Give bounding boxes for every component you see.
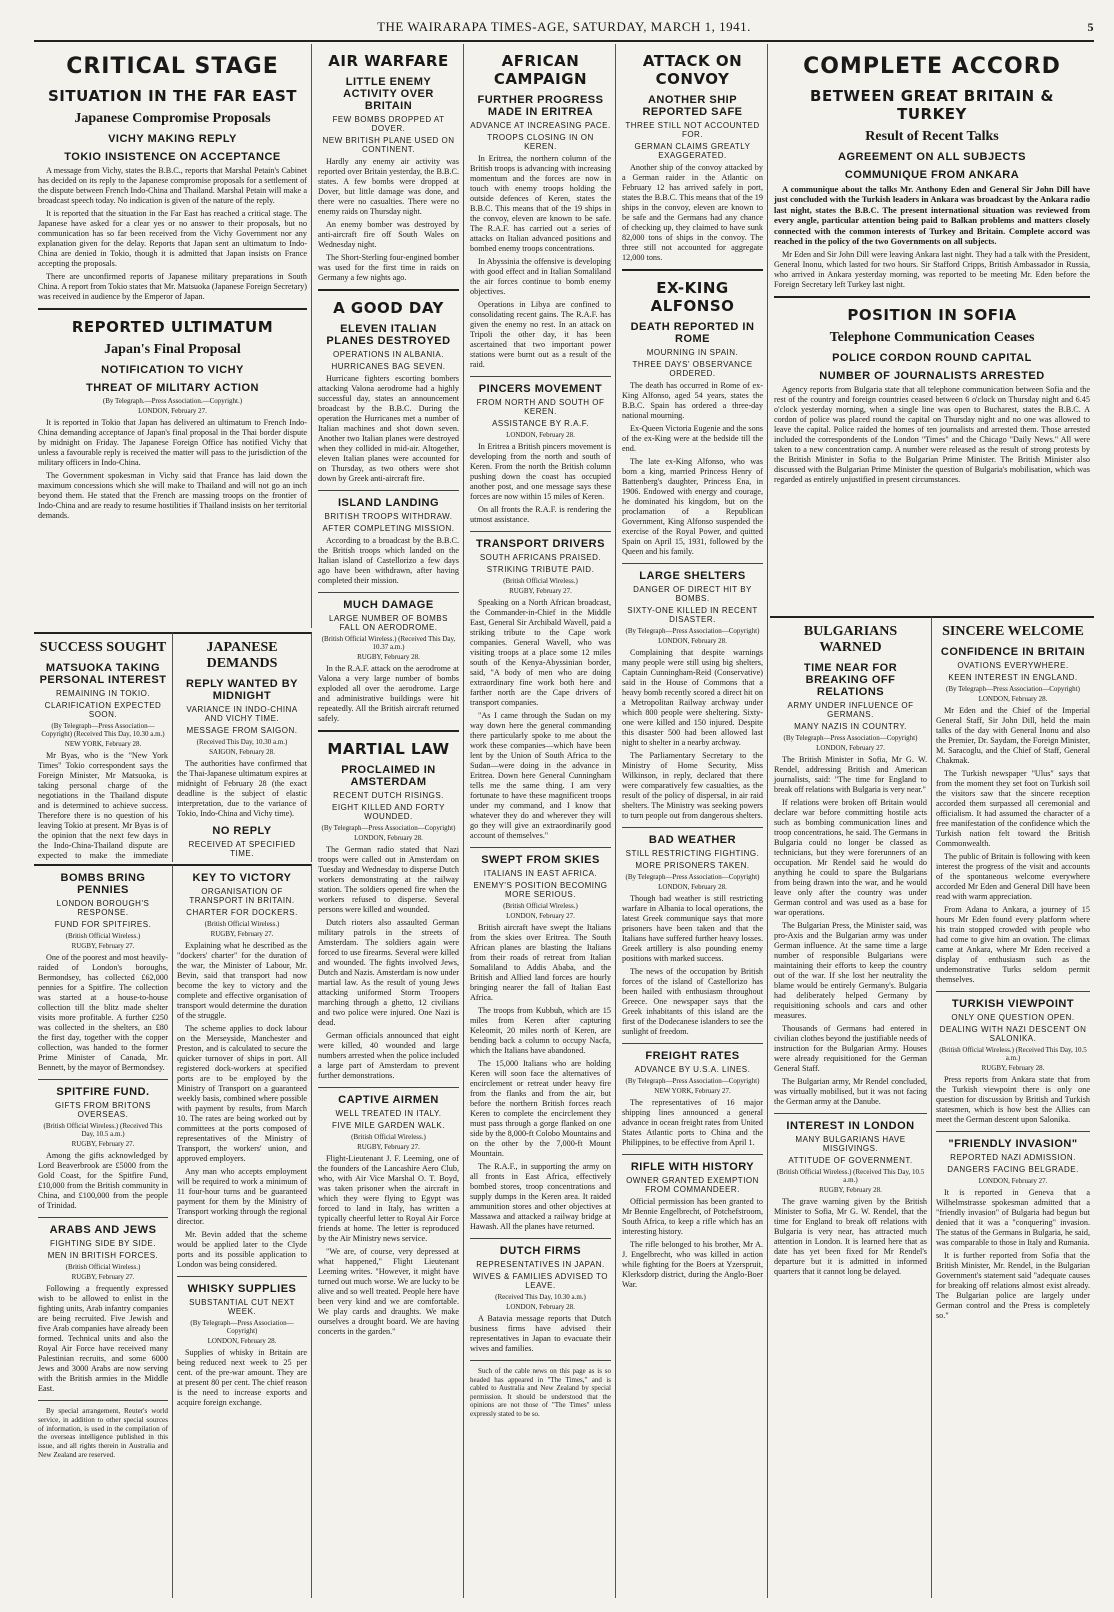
subhead: SUBSTANTIAL CUT NEXT WEEK. (189, 1298, 295, 1316)
article-paragraph: Explaining what he described as the "dockers' charter" for the duration of the war, the Minister of Labour, Mr. Bevin, said that transport had now become the key to victory and the complete and effective organisation of transport would determine the duration of the struggle. (177, 941, 307, 1020)
credit-line: (By Telegraph.—Press Association.—Copyright.) (102, 397, 243, 405)
article-paragraph: It is further reported from Sofia that the British Minister, Mr. Rendel, in the Bulgarian Government's statement said "adequate causes for breaking off relations almost exist already. The Bulgarian police are largely under German control and the Press is completely so." (936, 1251, 1090, 1320)
headline-complete-accord: COMPLETE ACCORD (803, 54, 1061, 79)
dateline: LONDON, February 27. (816, 744, 885, 752)
subhead: TROOPS CLOSING IN ON KEREN. (487, 133, 594, 151)
article-paragraph: On all fronts the R.A.F. is rendering the utmost assistance. (470, 505, 611, 524)
article-paragraph: Flight-Lieutenant J. F. Leeming, one of the founders of the Lancashire Aero Club, who, with Air Vice Marshal O. T. Boyd, was taken prisoner when the aircraft in which they were flying to Egypt was forced to land in Italy, has written a typically cheerful letter to Royal Air Force friends at home. The letter is reproduced by the Air Ministry news service. (318, 1154, 459, 1243)
article-paragraph: Agency reports from Bulgaria state that all telephone communication between Sofia and the rest of the country and foreign countries ceased between 6 o'clock on Thursday night and 6.45 o'clock yesterday morning, when a single line was open to Bucharest, states the B.B.C. A cordon of police was placed round the capital on Thursday night and no one was allowed to leave the capital. Police raided the homes of ten journalists and arrested them. Those arrested included the correspondents of the London "Times" and the Chicago "Daily News." All were taken to a new concentration camp. A number were released as the result of strong protests by the British Minister in Sofia to the Bulgarian Prime Minister. The British Minister also discussed with the Bulgarian Prime Minister the question of Bulgaria's mobilisation, which was regarded as entirely unjustified in present circumstances. (774, 384, 1090, 484)
article-paragraph: British aircraft have swept the Italians from the skies over Eritrea. The South African planes are blasting the Italians from their roads of retreat from Italian Somaliland to Addis Ababa, and the British and Allied land forces are hourly bringing nearer the fall of Italian East Africa. (470, 923, 611, 1002)
headline: TRANSPORT DRIVERS (476, 538, 605, 550)
subhead: STILL RESTRICTING FIGHTING. (625, 849, 760, 858)
subhead: Result of Recent Talks (865, 129, 999, 144)
divider (622, 827, 763, 828)
subhead: KEEN INTEREST IN ENGLAND. (948, 673, 1078, 682)
article-paragraph: A Batavia message reports that Dutch business firms have advised their representatives in Japan to evacuate their wives and families. (470, 1314, 611, 1353)
credit-line: (British Official Wireless.) (204, 920, 280, 928)
headline: EX-KING ALFONSO (650, 279, 735, 315)
dateline: LONDON, February 27. (138, 407, 207, 415)
article-paragraph: "As I came through the Sudan on my way down here the general commanding there particularly spoke to me about the work these companies—which have been lent by the Union of South Africa to the Sudan—were doing in the advance in Eritrea. Down here General Cunningham tells me the same thing. I am very fortunate to have these magnificent troops under my command, and I know that whatever they do and wherever they will go they will give an extraordinarily good account of themselves." (470, 711, 611, 840)
credit-line: (British Official Wireless.) (351, 1133, 426, 1141)
subhead: REPLY WANTED BY MIDNIGHT (185, 678, 299, 702)
article-paragraph: The R.A.F., in supporting the army on all fronts in East Africa, effectively bombed stores, troop concentrations and supply dumps in the Keren area. It raided ammunition stores and other objectives at Massawa and attacked a railway bridge at Hawash. All the planes have returned. (470, 1162, 611, 1231)
dateline: LONDON, February 27. (978, 1177, 1048, 1185)
headline: ATTACK ON CONVOY (642, 52, 743, 88)
subhead: THREE STILL NOT ACCOUNTED FOR. (625, 121, 760, 139)
dateline: NEW YORK, February 27. (654, 1087, 731, 1095)
subhead: TIME NEAR FOR BREAKING OFF RELATIONS (803, 662, 898, 698)
subhead: MATSUOKA TAKING PERSONAL INTEREST (39, 662, 167, 686)
copyright-note: By special arrangement, Reuter's world service, in addition to other special sources of information, is used in the compilation of the overseas intelligence published in this issue, and all rights therein in Australia and New Zealand are reserved. (38, 1407, 168, 1459)
subhead: STRIKING TRIBUTE PAID. (486, 565, 595, 574)
subhead: Japan's Final Proposal (104, 342, 241, 357)
headline: AFRICAN CAMPAIGN (493, 52, 588, 88)
dateline: LONDON, February 28. (658, 637, 727, 645)
credit-line: (Received This Day, 10.30 a.m.) (495, 1293, 586, 1301)
subhead: ENEMY'S POSITION BECOMING MORE SERIOUS. (473, 881, 608, 899)
article-paragraph: The Bulgarian Press, the Minister said, was pro-Axis and the Bulgarian army was under German influence. At the same time a large number of responsible Bulgarians were maintaining their efforts to keep the country out of the war. If she lost her neutrality the blame would be entirely Germany's. Bulgaria had deliberately helped Germany by requisitioning schools and cars and other measures. (774, 921, 927, 1020)
divider (38, 1079, 168, 1080)
masthead-title: THE WAIRARAPA TIMES-AGE, SATURDAY, MARCH 1, 1941. (377, 19, 751, 34)
article-paragraph: Hurricane fighters escorting bombers attacking Valona aerodrome had a highly successful day, states an announcement broadcast by the B.B.C. During the operation the Hurricanes met a number of Italian machines and shot down seven. Another two Italian planes were destroyed when they collided in mid-air. Altogether, eleven Italian planes were accounted for on Thursday, as two others were shot down by Greek anti-aircraft fire. (318, 374, 459, 483)
headline: ISLAND LANDING (337, 497, 440, 509)
headline: JAPANESE DEMANDS (206, 640, 278, 671)
subhead: THREAT OF MILITARY ACTION (85, 382, 259, 394)
subhead: OPERATIONS IN ALBANIA. (333, 350, 444, 359)
article-paragraph: Hardly any enemy air activity was reported over Britain yesterday, the B.B.C. states. A few bombs were dropped at Dover, but little damage was done, and there were no casualties. There were no enemy raids on Thursday night. (318, 157, 459, 216)
subhead: REPORTED NAZI ADMISSION. (950, 1153, 1076, 1162)
article-paragraph: According to a broadcast by the B.B.C. the British troops which landed on the Italian island of Castellorizo a few days ago have been withdrawn, after having completed their mission. (318, 536, 459, 585)
subhead: REMAINING IN TOKIO. (55, 689, 151, 698)
subhead: OWNER GRANTED EXEMPTION FROM COMMANDEER. (626, 1176, 759, 1194)
subhead: MESSAGE FROM SAIGON. (186, 726, 298, 735)
article-paragraph: Thousands of Germans had entered in civilian clothes beyond the justifiable needs of instruction for the Bulgarian Army. Houses were already requisitioned for the German General Staff. (774, 1024, 927, 1073)
column-air-warfare (314, 44, 464, 1598)
divider (318, 490, 459, 491)
subhead: VICHY MAKING REPLY (108, 133, 237, 145)
article-paragraph: It is reported in Geneva that a Wilhelmstrasse spokesman admitted that a "friendly invasion" of Bulgaria had begun but denied that it was a "conquering" invasion. The status of the Germans in Bulgaria, he said, was comparable to those in Italy and Rumania. (936, 1188, 1090, 1247)
dateline: RUGBY, February 27. (71, 1273, 135, 1281)
article-paragraph: Speaking on a North African broadcast, the Commander-in-Chief in the Middle East, General Sir Archibald Wavell, paid a striking tribute to the Cape work companies. General Wavell, who was visiting troops at a place some 12 miles south of the Kenya-Abyssinian border, said, "A body of men who are doing extraordinary fine work both here and farther north are the Cape drivers of transport companies. (470, 598, 611, 707)
subhead: SIXTY-ONE KILLED IN RECENT DISASTER. (627, 606, 758, 624)
subhead: MEN IN BRITISH FORCES. (47, 1251, 159, 1260)
dateline: LONDON, February 28. (658, 883, 727, 891)
subhead: MANY BULGARIANS HAVE MISGIVINGS. (795, 1135, 906, 1153)
divider (318, 730, 459, 732)
article-paragraph: The troops from Kubbuh, which are 15 miles from Keren after capturing Keleomit, 20 miles north of Keren, are bending back a column to occupy Nacfa, which the Italians have abandoned. (470, 1006, 611, 1055)
article-paragraph: Mr Byas, who is the "New York Times" Tokio correspondent says the Foreign Minister, Mr Matsuoka, is taking personal charge of the negotiations in the Thailand dispute and is determined to achieve success. Therefore there is no question of his leaving Tokio at present. Mr Byas is of the opinion that the next few days in the Indo-China-Thailand dispute are expected to make the immediate (38, 751, 168, 860)
headline: KEY TO VICTORY (192, 872, 292, 884)
article-paragraph: The death has occurred in Rome of ex-King Alfonso, aged 54 years, states the B.B.C. Spain has ordered a three-day national mourning. (622, 381, 763, 420)
dateline: RUGBY, February 28. (819, 1186, 882, 1194)
headline: CAPTIVE AIRMEN (338, 1094, 439, 1106)
article-paragraph: Dutch rioters also assaulted German military patrols in the streets of Amsterdam. The soldiers again were forced to use firearms. Several were killed and wounded. The fights involved Jews, Dutch and Nazis. Amsterdam is now under martial law. As the result of young Jews attacking uniformed Storm Troopers marching through a ghetto, 12 civilians and two police were injured. One Nazi is dead. (318, 918, 459, 1027)
divider (470, 531, 611, 532)
article-paragraph: If relations were broken off Britain would declare war before committing hostile acts such as bombing communication lines and troop concentrations, he said. The Germans in Bulgaria could no longer be classed as technicians, but they were forerunners of an occupation. Mr Rendel said he would do anything he could to spare the Bulgarians from being drawn into the war, and he would leave only after the country was under German control and was used as a base for war operations. (774, 798, 927, 917)
subhead: BRITISH TROOPS WITHDRAW. (324, 512, 453, 521)
subhead: CONFIDENCE IN BRITAIN (940, 646, 1086, 658)
column-african-campaign (466, 44, 616, 1598)
subhead: TOKIO INSISTENCE ON ACCEPTANCE (64, 151, 281, 163)
divider (936, 1131, 1090, 1132)
subhead: ONLY ONE QUESTION OPEN. (951, 1013, 1075, 1022)
article-paragraph: The public of Britain is following with keen interest the progress of the visit and accounts of the spontaneous welcome everywhere accorded Mr Eden and General Dill have been read with warm appreciation. (936, 852, 1090, 901)
headline: RIFLE WITH HISTORY (630, 1161, 755, 1173)
subhead: FUND FOR SPITFIRES. (54, 920, 152, 929)
subhead: RECENT DUTCH RISINGS. (333, 791, 444, 800)
headline: SWEPT FROM SKIES (481, 854, 600, 866)
divider (38, 1217, 168, 1218)
article-paragraph: Supplies of whisky in Britain are being reduced next week to 25 per cent. of the pre-war amount. They are at present 80 per cent. The chief reason is the need to increase exports and acquire foreign exchange. (177, 1348, 307, 1407)
subhead: ADVANCE AT INCREASING PACE. (470, 121, 611, 130)
subhead: ASSISTANCE BY R.A.F. (492, 419, 589, 428)
headline: ARABS AND JEWS (49, 1224, 157, 1236)
headline: PINCERS MOVEMENT (478, 383, 603, 395)
column-attack-on-convoy (618, 44, 768, 1598)
credit-line: (By Telegraph—Press Association—Copyright) (946, 685, 1080, 693)
headline: A GOOD DAY (333, 299, 444, 317)
article-paragraph: Ex-Queen Victoria Eugenie and the sons of the ex-King were at the bedside till the end. (622, 424, 763, 453)
subhead: FIGHTING SIDE BY SIDE. (50, 1239, 156, 1248)
subhead: ANOTHER SHIP REPORTED SAFE (642, 94, 743, 118)
article-paragraph: Mr Eden and Sir John Dill were leaving Ankara last night. They had a talk with the President, General Inonu, which lasted for two hours. Sir Stafford Cripps, British Ambassador in Russia, who arrived in Ankara yesterday morning, was reported to be meeting Mr. Eden before the Foreign Secretary left Turkey last night. (774, 249, 1090, 289)
article-paragraph: Operations in Libya are confined to consolidating recent gains. The R.A.F. has given the enemy no rest. In an attack on Tripoli the other day, it has been ascertained that two important power stations were burnt out as a result of the raid. (470, 300, 611, 369)
dateline: LONDON, February 28. (207, 1337, 277, 1345)
article-paragraph: Press reports from Ankara state that from the Turkish viewpoint there is only one question for discussion by British and Turkish statesmen, which is how best the Allies can meet the German descent upon Salonika. (936, 1075, 1090, 1124)
divider (318, 289, 459, 291)
subhead: Telephone Communication Ceases (829, 329, 1035, 345)
subhead: MANY NAZIS IN COUNTRY. (794, 722, 907, 731)
dateline: RUGBY, February 28. (981, 1064, 1045, 1072)
subhead: PROCLAIMED IN AMSTERDAM (341, 764, 436, 788)
subhead: LITTLE ENEMY ACTIVITY OVER BRITAIN (343, 76, 434, 112)
divider (622, 1043, 763, 1044)
credit-line: (By Telegraph—Press Association—Copyright) (Received This Day, 10.30 a.m.) (41, 722, 165, 738)
subhead: ADVANCE BY U.S.A. LINES. (634, 1065, 751, 1074)
article-paragraph: The 15,000 Italians who are holding Keren will soon face the alternatives of encirclement or retreat under heavy fire from the flanks and from the air, but before the northern British forces reach Keren to complete the encirclement they must pass through a gorge flanked on one side by the 8,000-ft Colobo Mountains and on the other by the 7,000-ft Mount Mountain. (470, 1059, 611, 1158)
subhead: LARGE NUMBER OF BOMBS FALL ON AERODROME. (329, 614, 448, 632)
subhead: OVATIONS EVERYWHERE. (957, 661, 1069, 670)
subhead: NO REPLY (212, 825, 272, 837)
credit-line: (British Official Wireless.) (Received This Day, 10.5 a.m.) (43, 1122, 163, 1138)
dateline: LONDON, February 28. (978, 695, 1048, 703)
article-paragraph: From Adana to Ankara, a journey of 15 hours Mr Eden found every platform where his train stopped crowded with people who had come to give him an ovation. The climax came at Ankara, where Mr Eden received a display of enthusiasm such as the undemonstrative Turks seldom permit themselves. (936, 905, 1090, 984)
headline: SINCERE WELCOME (942, 624, 1084, 639)
subhead: THREE DAYS' OBSERVANCE ORDERED. (632, 360, 753, 378)
article-paragraph: The British Minister in Sofia, Mr G. W. Rendel, addressing British and American journalists, said: "The time for England to break off relations with Bulgaria is very near." (774, 755, 927, 794)
article-paragraph: In Eritrea, the northern column of the British troops is advancing with increasing momentum and the forces are now in touch with enemy troops holding the outside defences of Keren, states the B.B.C. This means that of the 19 ships in the convoy, eleven are known to be safe. The R.A.F. has carried out a series of attacks on Italian advanced positions and bombed enemy troops concentrations. (470, 154, 611, 253)
dateline: RUGBY, February 28. (357, 653, 420, 661)
headline: INTEREST IN LONDON (786, 1120, 915, 1132)
dateline: RUGBY, February 27. (357, 1143, 420, 1151)
divider (38, 1400, 168, 1401)
column-far-east (34, 44, 312, 628)
headline-ultimatum: REPORTED ULTIMATUM (71, 318, 274, 336)
subhead: SITUATION IN THE FAR EAST (47, 87, 298, 105)
subhead: REPRESENTATIVES IN JAPAN. (476, 1260, 605, 1269)
article-paragraph: It is reported that the situation in the Far East has reached a critical stage. The Japanese have asked for a clear yes or no answer to their proposals, but no communication has so far been received from the Vichy Government nor any explanation given for the delay. Reports that Japan sent an ultimatum to Indo-China are denied in Tokio, though it is admitted that Japan insists on France accepting the proposals. (38, 209, 307, 268)
subhead: CHARTER FOR DOCKERS. (186, 908, 298, 917)
article-paragraph: Another ship of the convoy attacked by a German raider in the Atlantic on February 12 has arrived safely in port, states the B.B.C. This means that of the 19 ships in the convoy, eleven are known to be safe and the Germans had any chance of checking up, they claimed to have sunk 82,000 tons of ships in the convoy. The three still not accounted for aggregate 12,000 tons. (622, 163, 763, 262)
subhead: ORGANISATION OF TRANSPORT IN BRITAIN. (189, 887, 295, 905)
article-paragraph: The news of the occupation by British forces of the island of Castellorizo has been hailed with enthusiasm throughout Greece. One newspaper says that the Greek inhabitants of this island are the first of the Dodecanese islanders to see the sunlight of freedom. (622, 967, 763, 1036)
page-number: 5 (1087, 20, 1094, 34)
subhead: LONDON BOROUGH'S RESPONSE. (56, 899, 150, 917)
subhead: AFTER COMPLETING MISSION. (322, 524, 455, 533)
article-paragraph: The Short-Sterling four-engined bomber was used for the first time in raids on Germany a few nights ago. (318, 253, 459, 282)
subhead: CLARIFICATION EXPECTED SOON. (44, 701, 162, 719)
subhead: VARIANCE IN INDO-CHINA AND VICHY TIME. (186, 705, 298, 723)
credit-line: (British Official Wireless.) (Received This Day, 10.5 a.m.) (939, 1046, 1087, 1062)
credit-line: (British Official Wireless.) (Received This Day, 10.37 a.m.) (321, 635, 456, 651)
dateline: RUGBY, February 27. (509, 587, 572, 595)
article-paragraph: A message from Vichy, states the B.B.C., reports that Marshal Petain's Cabinet has decided on its reply to the Japanese compromise proposals for a settlement of the dispute between French Indo-China and Thailand. Marshal Petain will make a broadcast speech today. No indication is given of the nature of the reply. (38, 166, 307, 205)
headline: SPITFIRE FUND. (56, 1086, 150, 1098)
article-paragraph: In the R.A.F. attack on the aerodrome at Valona a very large number of bombs exploded all over the aerodrome. Large and administrative buildings were hit repeatedly. All the British aircraft returned safely. (318, 664, 459, 723)
divider (774, 1113, 927, 1114)
subhead: WIVES & FAMILIES ADVISED TO LEAVE. (472, 1272, 609, 1290)
headline: LARGE SHELTERS (639, 570, 746, 582)
subhead: BETWEEN GREAT BRITAIN & TURKEY (810, 87, 1054, 123)
divider (177, 1276, 307, 1277)
article-paragraph: Official permission has been granted to Mr Bennie Engelbrecht, of Potchefstroom, South Africa, to keep a rifle which has an interesting history. (622, 1197, 763, 1236)
credit-line: (By Telegraph—Press Association—Copyright) (783, 734, 918, 742)
headline: TURKISH VIEWPOINT (951, 998, 1075, 1010)
article-paragraph: Among the gifts acknowledged by Lord Beaverbrook are £5000 from the Gold Coast, for the Spitfire Fund, £10,000 from the British community in China, and £100,000 from the people of Trinidad. (38, 1151, 168, 1210)
dateline: RUGBY, February 27. (210, 930, 274, 938)
credit-line: (British Official Wireless.) (65, 932, 141, 940)
subhead: GERMAN CLAIMS GREATLY EXAGGERATED. (634, 142, 751, 160)
masthead (34, 14, 1094, 42)
headline-critical-stage: CRITICAL STAGE (66, 54, 279, 79)
article-paragraph: German officials announced that eight were killed, 40 wounded and large numbers arrested when the police included a large part of Amsterdam to prevent further demonstrations. (318, 1031, 459, 1080)
dateline: LONDON, February 28. (354, 834, 423, 842)
divider (38, 308, 307, 310)
article-paragraph: In Eritrea a British pincers movement is developing from the north and south of Keren. From the north the British column pushing down the coast has occupied another post, and one message says these forces are now within 15 miles of Keren. (470, 442, 611, 501)
headline: MARTIAL LAW (327, 740, 450, 758)
subhead: ARMY UNDER INFLUENCE OF GERMANS. (787, 701, 914, 719)
credit-line: (By Telegraph—Press Association—Copyright) (190, 1319, 294, 1335)
divider (470, 376, 611, 377)
headline: BULGARIANS WARNED (803, 624, 898, 655)
subhead: COMMUNIQUE FROM ANKARA (844, 169, 1020, 181)
headline: AIR WARFARE (328, 52, 449, 70)
column-bulgarians-warned (770, 616, 932, 1598)
article-paragraph: The Government spokesman in Vichy said that France has laid down the maximum concessions which she will make to Thailand and will not go an inch beyond them. He stated that the French are massing troops on the frontier of Indo-China and are ready to resume hostilities if Thailand insists on her territorial demands. (38, 471, 307, 520)
article-paragraph: The rifle belonged to his brother, Mr A. J. Engelbrecht, who was killed in action while fighting for the Boers at Yzerspruit, Klerksdorp district, during the Anglo-Boer War. (622, 1240, 763, 1289)
subhead: NEW BRITISH PLANE USED ON CONTINENT. (322, 136, 455, 154)
article-paragraph: Any man who accepts employment will be required to work a minimum of 11 four-hour turns and be guaranteed payment for them by the Ministry of Transport working through the regional director. (177, 1167, 307, 1226)
article-paragraph: One of the poorest and most heavily-raided of London's boroughs, Bermondsey, has collected £62,000 pennies for a Spitfire. The collection was started at a house-to-house collection till the blitz made shelter visits more profitable. A further £250 was collected in the shelters, an £80 the first day, together with the copper collection, was handed to the former Prime Minister of Canada, Mr. Bennett, by the mayor of Bermondsey. (38, 953, 168, 1072)
article-japanese-demands (173, 632, 312, 862)
article-paragraph: The late ex-King Alfonso, who was born a king, married Princess Henry of Battenberg's daughter, Princess Ena, in 1906. Endowed with energy and courage, he dominated his kingdom, but on the proclamation of a Republican Government, King Alfonso suspended the exercise of the Royal Power, and quitted Spain on April 15, 1931, followed by the Queen and his family. (622, 457, 763, 556)
article-paragraph: Mr. Bevin added that the scheme would be applied later to the Clyde ports and its possible application to London was being considered. (177, 1230, 307, 1269)
subhead: FURTHER PROGRESS MADE IN ERITREA (477, 94, 604, 118)
subhead: FROM NORTH AND SOUTH OF KEREN. (476, 398, 605, 416)
credit-line: (By Telegraph—Press Association—Copyright) (321, 824, 456, 832)
article-paragraph: The scheme applies to dock labour on the Merseyside, Manchester and Preston, and is calculated to secure the quicker turnover of ships in port. All registered dock-workers at specified ports are to be employed by the Ministry of Transport on a guaranteed weekly basis, combined where possible with payment by results, from March 10. The rates are being worked out by committees at the ports composed of representatives of the Ministry of Transport, the workers' union, and approved employers. (177, 1024, 307, 1163)
subhead: ITALIANS IN EAST AFRICA. (483, 869, 598, 878)
credit-line: (British Official Wireless.) (503, 577, 578, 585)
subhead: SOUTH AFRICANS PRAISED. (479, 553, 602, 562)
article-paragraph: The authorities have confirmed that the Thai-Japanese ultimatum expires at midnight of February 28 (the exact deadline is the subject of elastic interpretation, due to the variance of Tokio, Indo-China and Vichy time). (177, 759, 307, 818)
subhead: DANGER OF DIRECT HIT BY BOMBS. (633, 585, 752, 603)
article-paragraph: In Abyssinia the offensive is developing with good effect and in Italian Somaliland the air forces continue to bomb enemy objectives. (470, 257, 611, 296)
article-paragraph: There are unconfirmed reports of Japanese military preparations in South China. A report from Tokio states that Mr. Matsuoka (Japanese Foreign Secretary) was received in audience by the Emperor of Japan. (38, 272, 307, 301)
divider (470, 1360, 611, 1361)
subhead: NOTIFICATION TO VICHY (101, 364, 244, 376)
divider (774, 296, 1090, 298)
headline: SUCCESS SOUGHT (39, 640, 167, 655)
article-paragraph: It is reported in Tokio that Japan has delivered an ultimatum to French Indo-China demanding acceptance of Japan's final proposal in the Thai border dispute by midnight on Friday. The Japanese Foreign Office has notified Vichy that unless a favourable reply is received the matter will pass to the jurisdiction of the military officers in Indo-China. (38, 418, 307, 467)
article-paragraph: The Bulgarian army, Mr Rendel concluded, was virtually mobilised, but it was not facing the German army at the Danube. (774, 1077, 927, 1106)
copyright-note: Such of the cable news on this page as is so headed has appeared in "The Times," and is cabled to Australia and New Zealand by special permission. It should be understood that the opinions are not those of "The Times" unless expressly stated to be so. (470, 1367, 611, 1418)
headline-position-sofia: POSITION IN SOFIA (847, 305, 1017, 324)
divider (470, 847, 611, 848)
subhead: MOURNING IN SPAIN. (646, 348, 739, 357)
subhead: DANGERS FACING BELGRADE. (947, 1165, 1079, 1174)
subhead: ELEVEN ITALIAN PLANES DESTROYED (326, 323, 451, 347)
divider (318, 1087, 459, 1088)
subhead: RECEIVED AT SPECIFIED TIME. (188, 840, 296, 858)
divider (318, 592, 459, 593)
article-success-sought (34, 632, 173, 862)
divider (622, 563, 763, 564)
headline: BAD WEATHER (648, 834, 737, 846)
column-key-to-victory (173, 864, 312, 1598)
subhead: AGREEMENT ON ALL SUBJECTS (838, 151, 1026, 163)
article-paragraph: A communique about the talks Mr. Anthony Eden and General Sir John Dill have just concluded with the Turkish leaders in Ankara was broadcast by the Ankara radio last night, states the B.B.C. The present international situation was reviewed from every angle, particular attention being paid to Balkan problems and matters closely connected with the common interests of Turkey and Britain. Complete accord was reached in the policy of the two Governments on all subjects. (774, 184, 1090, 247)
column-complete-accord (770, 44, 1094, 614)
credit-line: (British Official Wireless.) (Received This Day, 10.5 a.m.) (776, 1168, 925, 1184)
article-paragraph: "We are, of course, very depressed at what happened," Flight Lieutenant Leeming writes. "However, it might have turned out much worse. We are lucky to be alive and so well treated. People here have been very kind and we are comfortable. We play cards and draughts. We make ourselves a drought board. We are having concerts in the garden." (318, 1247, 459, 1336)
credit-line (177, 861, 307, 862)
credit-line: (British Official Wireless.) (65, 1263, 141, 1271)
subhead: NUMBER OF JOURNALISTS ARRESTED (819, 369, 1045, 382)
dateline: RUGBY, February 27. (71, 1140, 135, 1148)
article-paragraph: Complaining that despite warnings many people were still using big shelters, Captain Cunningham-Reid (Conservative) said in the House of Commons that a heavy bomb recently scored a direct hit on a Metropolitan Railway archway under which 800 people were sheltering. Sixty-one were killed and 150 injured. Despite this disaster 500 had been allowed last night to shelter in a nearby archway. (622, 648, 763, 747)
credit-line: (By Telegraph—Press Association—Copyright) (625, 627, 760, 635)
dateline: SAIGON, February 28. (209, 748, 275, 756)
dateline: LONDON, February 27. (506, 912, 575, 920)
article-paragraph: An enemy bomber was destroyed by anti-aircraft fire off South Wales on Wednesday night. (318, 220, 459, 249)
divider (622, 269, 763, 271)
article-paragraph: Following a frequently expressed wish to be allowed to enlist in the fighting units, Arab infantry companies are being recruited. Five Jewish and five Arab companies have already been formed. Technical units and also the Royal Air Force have received many Palestinian recruits, and some 6000 Jews and 3000 Arabs are now serving with the British armies in the Middle East. (38, 1284, 168, 1393)
subhead: POLICE CORDON ROUND CAPITAL (832, 351, 1032, 364)
article-paragraph: The grave warning given by the British Minister to Sofia, Mr G. W. Rendel, that the time for England to break off relations with Bulgaria is very near, has attracted much attention in London. It is learned here that as date has yet been fixed for Mr Rendel's departure but it is admitted in informed quarters that it cannot long be delayed. (774, 1197, 927, 1276)
subhead: DEATH REPORTED IN ROME (630, 321, 755, 345)
subhead: Japanese Compromise Proposals (74, 111, 271, 126)
subhead: DEALING WITH NAZI DESCENT ON SALONIKA. (939, 1025, 1087, 1043)
subhead: FEW BOMBS DROPPED AT DOVER. (332, 115, 445, 133)
credit-line: (British Official Wireless.) (503, 902, 578, 910)
subhead: MORE PRISONERS TAKEN. (635, 861, 750, 870)
credit-line: (By Telegraph—Press Association—Copyright) (625, 873, 760, 881)
headline: BOMBS BRING PENNIES (60, 872, 146, 896)
column-sincere-welcome (932, 616, 1094, 1598)
subhead: ATTITUDE OF GOVERNMENT. (788, 1156, 913, 1165)
divider (936, 991, 1090, 992)
article-paragraph: Mr Eden and the Chief of the Imperial General Staff, Sir John Dill, held the main talks of the day with General Inonu and also the Premier, Dr. Saydam, the Foreign Minister, M. Saracoglu, and the Chief of Staff, General Chakmak. (936, 706, 1090, 765)
article-paragraph: The Parliamentary Secretary to the Ministry of Home Security, Miss Wilkinson, in reply, declared that there were comparatively few casualties, as the result of the policy of dispersal, in air raid shelters. The Ministry was seeking powers to turn people out from dangerous shelters. (622, 751, 763, 820)
article-paragraph: The representatives of 16 major shipping lines announced a general advance in ocean freight rates from United States Atlantic ports to China and the Philippines, to be effective from April 1. (622, 1098, 763, 1147)
subhead: GIFTS FROM BRITONS OVERSEAS. (55, 1101, 151, 1119)
article-paragraph: The German radio stated that Nazi troops were called out in Amsterdam on Tuesday and Wednesday to disperse Dutch workers demonstrating at the railway station. The soldiers opened fire when the workers refused to disperse. Several persons were killed and wounded. (318, 845, 459, 914)
headline: DUTCH FIRMS (499, 1245, 582, 1257)
subhead: FIVE MILE GARDEN WALK. (332, 1121, 445, 1130)
subhead: HURRICANES BAG SEVEN. (331, 362, 446, 371)
article-paragraph: Though bad weather is still restricting warfare in Albania to local operations, the latest Greek communique says that more prisoners have been taken and that the Italians have suffered further heavy losses. Greek artillery is also pounding enemy positions with marked success. (622, 894, 763, 963)
headline: WHISKY SUPPLIES (187, 1283, 297, 1295)
credit-line: (By Telegraph—Press Association—Copyright) (625, 1077, 760, 1085)
divider (470, 1238, 611, 1239)
article-paragraph: The Turkish newspaper "Ulus" says that from the moment they set foot on Turkish soil the visitors saw that the sincere reception accorded them surpassed all ceremonial and officialism. It had assumed the character of a free manifestation of the confidence which the Turkish nation felt toward the British Commonwealth. (936, 769, 1090, 848)
dateline: LONDON, February 28. (506, 431, 575, 439)
headline: FREIGHT RATES (645, 1050, 740, 1062)
headline: "FRIENDLY INVASION" (948, 1138, 1078, 1150)
divider (622, 1154, 763, 1155)
subhead: WELL TREATED IN ITALY. (335, 1109, 442, 1118)
column-bombs-pennies (34, 864, 173, 1598)
headline: MUCH DAMAGE (343, 599, 434, 611)
subhead: EIGHT KILLED AND FORTY WOUNDED. (332, 803, 445, 821)
dateline: LONDON, February 28. (506, 1303, 575, 1311)
dateline: NEW YORK, February 28. (64, 740, 142, 748)
dateline: RUGBY, February 27. (71, 942, 135, 950)
credit-line: (Received This Day, 10.30 a.m.) (196, 738, 288, 746)
